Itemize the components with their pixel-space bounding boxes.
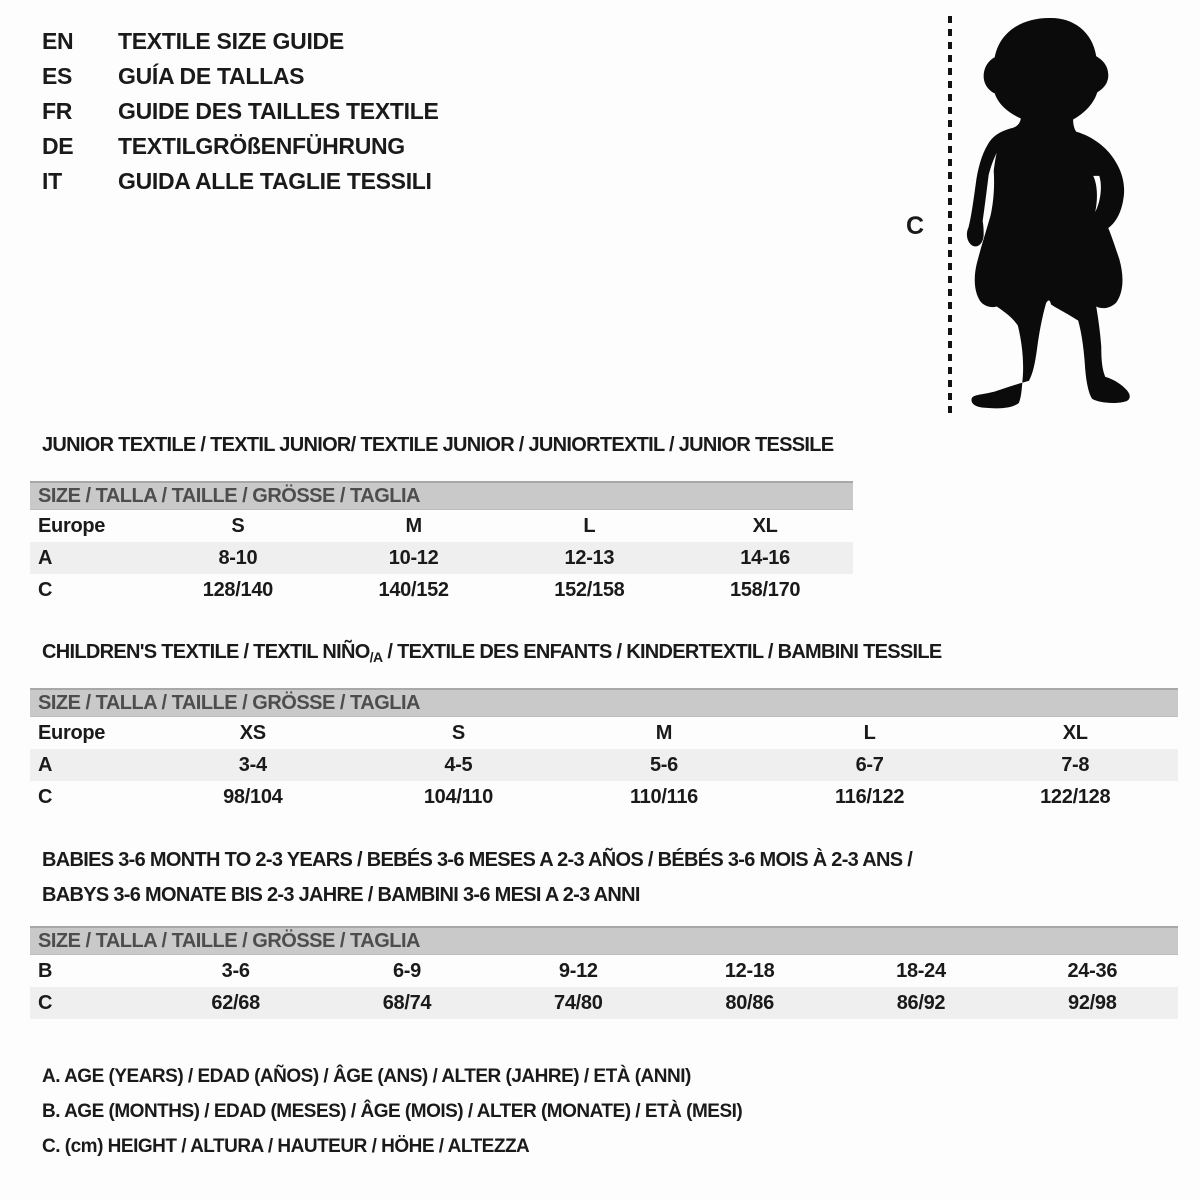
table-cell: 4-5 bbox=[444, 753, 473, 776]
junior-section-title: JUNIOR TEXTILE / TEXTIL JUNIOR/ TEXTILE JUNIOR / JUNIORTEXTIL / JUNIOR TESSILE bbox=[42, 434, 834, 456]
table-body bbox=[30, 717, 1178, 813]
table-cell: 86/92 bbox=[896, 991, 946, 1014]
row-label: Europe bbox=[38, 721, 106, 744]
table-row bbox=[30, 749, 1178, 781]
table-cell: 8-10 bbox=[218, 546, 258, 569]
table-cell: 98/104 bbox=[223, 785, 283, 808]
language-label: GUÍA DE TALLAS bbox=[118, 63, 305, 89]
measure-c-label: C bbox=[906, 212, 925, 240]
table-cell: L bbox=[863, 721, 876, 744]
table-cell: 122/128 bbox=[1040, 785, 1111, 808]
babies-section-title bbox=[42, 843, 912, 913]
legend-line: A. AGE (YEARS) / EDAD (AÑOS) / ÂGE (ANS) / ALTER (JAHRE) / ETÀ (ANNI) bbox=[42, 1066, 691, 1087]
table-cell: 74/80 bbox=[554, 991, 603, 1014]
table-row bbox=[30, 574, 853, 606]
table-cell: 3-6 bbox=[221, 959, 250, 982]
row-label: A bbox=[38, 546, 53, 569]
table-cell: 24-36 bbox=[1067, 959, 1118, 982]
language-label: TEXTILGRÖßENFÜHRUNG bbox=[118, 133, 405, 159]
language-row bbox=[42, 133, 439, 168]
table-row bbox=[30, 781, 1178, 813]
language-code: DE bbox=[42, 133, 74, 159]
row-label: Europe bbox=[38, 514, 106, 537]
table-body bbox=[30, 510, 853, 606]
legend bbox=[42, 1066, 742, 1171]
table-cell: XL bbox=[752, 514, 778, 537]
table-cell: L bbox=[583, 514, 596, 537]
children-title-text: CHILDREN'S TEXTILE / TEXTIL NIÑO bbox=[42, 641, 370, 663]
table-row bbox=[30, 955, 1178, 987]
size-header-bar: SIZE / TALLA / TAILLE / GRÖSSE / TAGLIA bbox=[30, 481, 853, 510]
language-row bbox=[42, 63, 439, 98]
table-row bbox=[30, 717, 1178, 749]
table-cell: 116/122 bbox=[835, 785, 905, 808]
table-cell: 104/110 bbox=[423, 785, 493, 808]
table-cell: S bbox=[451, 721, 465, 744]
toddler-silhouette-image bbox=[962, 14, 1138, 412]
row-label: B bbox=[38, 959, 53, 982]
table-cell: 128/140 bbox=[202, 578, 273, 601]
babies-title-line1: BABIES 3-6 MONTH TO 2-3 YEARS / BEBÉS 3-6 MESES A 2-3 AÑOS / BÉBÉS 3-6 MOIS À 2-3 ANS / bbox=[42, 849, 913, 871]
table-cell: 6-7 bbox=[855, 753, 884, 776]
table-cell: 12-18 bbox=[724, 959, 775, 982]
table-cell: 7-8 bbox=[1061, 753, 1090, 776]
language-row bbox=[42, 98, 439, 133]
table-cell: 12-13 bbox=[564, 546, 615, 569]
babies-title-line2: BABYS 3-6 MONATE BIS 2-3 JAHRE / BAMBINI 3-6 MESI A 2-3 ANNI bbox=[42, 884, 640, 906]
language-code: FR bbox=[42, 98, 73, 124]
table-cell: 80/86 bbox=[725, 991, 774, 1014]
table-cell: M bbox=[405, 514, 422, 537]
table-cell: M bbox=[655, 721, 673, 744]
table-cell: XL bbox=[1062, 721, 1088, 744]
table-cell: 62/68 bbox=[211, 991, 260, 1014]
row-label: A bbox=[38, 753, 53, 776]
language-list bbox=[42, 28, 439, 203]
size-header-bar: SIZE / TALLA / TAILLE / GRÖSSE / TAGLIA bbox=[30, 688, 1178, 717]
table-cell: 140/152 bbox=[378, 578, 449, 601]
table-cell: 158/170 bbox=[730, 578, 801, 601]
table-cell: 9-12 bbox=[558, 959, 598, 982]
table-cell: 92/98 bbox=[1068, 991, 1117, 1014]
legend-line: B. AGE (MONTHS) / EDAD (MESES) / ÂGE (MOIS) / ALTER (MONATE) / ETÀ (MESI) bbox=[42, 1101, 743, 1122]
language-code: EN bbox=[42, 28, 74, 54]
language-row bbox=[42, 168, 439, 203]
table-row bbox=[30, 510, 853, 542]
children-title-subscript: /A bbox=[369, 649, 383, 665]
language-row bbox=[42, 28, 439, 63]
table-cell: 110/116 bbox=[629, 785, 698, 808]
language-code: ES bbox=[42, 63, 73, 89]
table-row bbox=[30, 542, 853, 574]
children-size-table bbox=[30, 688, 1178, 813]
language-label: GUIDA ALLE TAGLIE TESSILI bbox=[118, 168, 432, 194]
language-code: IT bbox=[42, 168, 62, 194]
table-cell: 152/158 bbox=[554, 578, 625, 601]
junior-size-table bbox=[30, 481, 853, 606]
row-label: C bbox=[38, 785, 53, 808]
table-cell: S bbox=[231, 514, 245, 537]
row-label: C bbox=[38, 991, 53, 1014]
table-cell: 14-16 bbox=[740, 546, 790, 569]
children-title-text: / TEXTILE DES ENFANTS / KINDERTEXTIL / BAMBINI TESSILE bbox=[382, 641, 942, 663]
row-label: C bbox=[38, 578, 53, 601]
table-cell: 5-6 bbox=[649, 753, 678, 776]
language-label: TEXTILE SIZE GUIDE bbox=[118, 28, 344, 54]
size-header-bar: SIZE / TALLA / TAILLE / GRÖSSE / TAGLIA bbox=[30, 926, 1178, 955]
children-section-title bbox=[42, 641, 942, 664]
table-cell: 6-9 bbox=[392, 959, 421, 982]
legend-line: C. (cm) HEIGHT / ALTURA / HAUTEUR / HÖHE / ALTEZZA bbox=[42, 1136, 530, 1157]
table-cell: XS bbox=[239, 721, 266, 744]
table-cell: 68/74 bbox=[382, 991, 432, 1014]
table-cell: 10-12 bbox=[388, 546, 439, 569]
table-body bbox=[30, 955, 1178, 1019]
table-row bbox=[30, 987, 1178, 1019]
height-measure-dashed-line bbox=[948, 16, 952, 416]
table-cell: 3-4 bbox=[238, 753, 267, 776]
babies-size-table bbox=[30, 926, 1178, 1019]
language-label: GUIDE DES TAILLES TEXTILE bbox=[118, 98, 439, 124]
table-cell: 18-24 bbox=[896, 959, 946, 982]
